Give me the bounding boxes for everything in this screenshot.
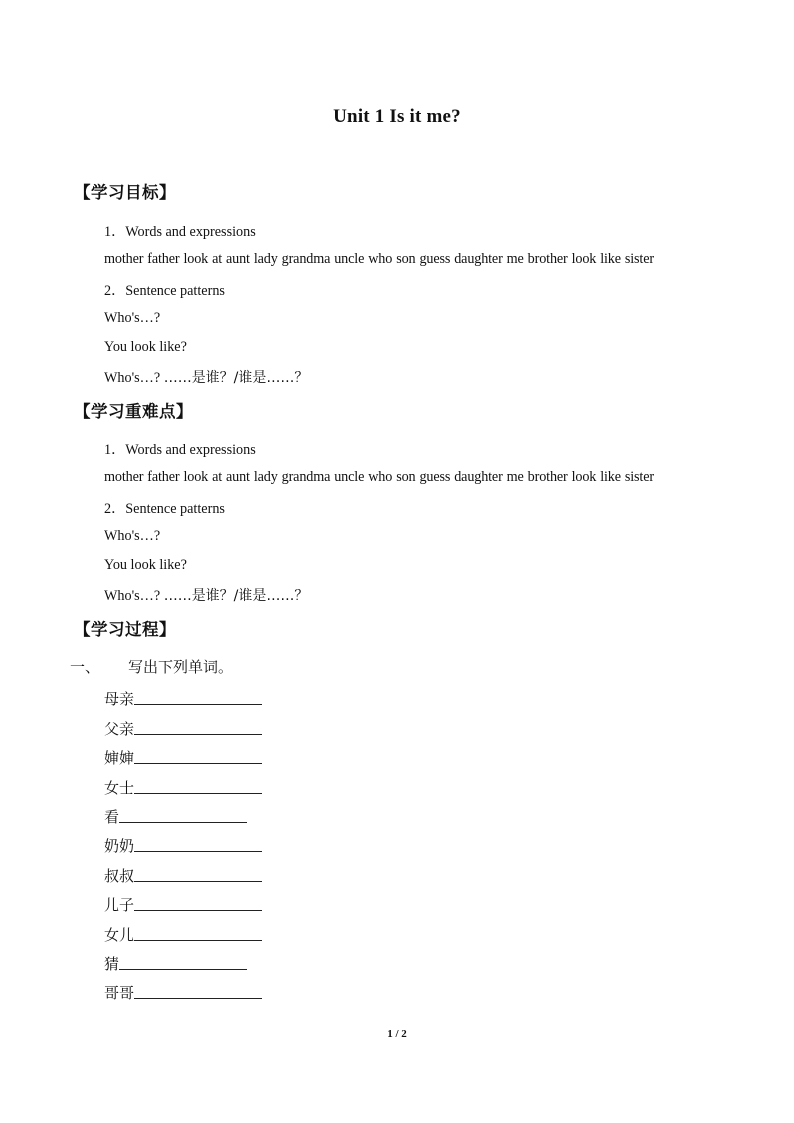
vocab-exercise-list <box>104 680 262 1003</box>
vocab-prompt: 奶奶 <box>104 837 135 856</box>
list-item <box>104 915 262 944</box>
section-number: 一、 <box>70 658 101 676</box>
vocab-prompt: 儿子 <box>104 896 135 915</box>
objectives-word-list: mother father look at aunt lady grandma uncle who son guess daughter me brother look like sister <box>104 251 654 267</box>
list-item <box>104 827 262 856</box>
key-points-pattern-1: Who's…? <box>104 528 161 544</box>
key-points-pattern-3 <box>104 585 308 605</box>
vocab-prompt: 叔叔 <box>104 866 135 885</box>
list-item <box>104 768 262 797</box>
vocab-prompt: 哥哥 <box>104 984 135 1003</box>
answer-blank[interactable] <box>134 686 262 705</box>
key-points-heading: 【学习重难点】 <box>74 402 193 421</box>
list-item <box>104 739 262 768</box>
answer-blank[interactable] <box>134 980 262 999</box>
objectives-item-2: 2．Sentence patterns <box>104 283 225 299</box>
pattern-3-chinese: ……是谁？/谁是……？ <box>163 588 309 604</box>
list-item <box>104 709 262 738</box>
answer-blank[interactable] <box>134 863 262 882</box>
answer-blank[interactable] <box>134 716 262 735</box>
objectives-heading: 【学习目标】 <box>74 183 176 202</box>
vocab-prompt: 看 <box>104 807 120 826</box>
key-points-word-list: mother father look at aunt lady grandma uncle who son guess daughter me brother look like sister <box>104 469 654 485</box>
answer-blank[interactable] <box>119 951 247 970</box>
vocab-prompt: 女儿 <box>104 925 135 944</box>
answer-blank[interactable] <box>134 833 262 852</box>
key-points-item-2: 2．Sentence patterns <box>104 501 225 517</box>
list-item <box>104 886 262 915</box>
answer-blank[interactable] <box>134 892 262 911</box>
objectives-pattern-3 <box>104 367 308 387</box>
key-points-item-1: 1．Words and expressions <box>104 442 256 458</box>
page-number: 1 / 2 <box>387 1028 407 1040</box>
document-title: Unit 1 Is it me? <box>333 106 461 127</box>
pattern-3-chinese: ……是谁？/谁是……？ <box>163 370 309 386</box>
list-item <box>104 856 262 885</box>
pattern-3-english: Who's…? <box>104 588 164 604</box>
vocab-prompt: 父亲 <box>104 719 135 738</box>
pattern-3-english: Who's…? <box>104 370 164 386</box>
answer-blank[interactable] <box>134 775 262 794</box>
objectives-item-1: 1．Words and expressions <box>104 224 256 240</box>
answer-blank[interactable] <box>119 804 247 823</box>
list-item <box>104 945 262 974</box>
objectives-pattern-1: Who's…? <box>104 310 161 326</box>
process-section-1 <box>70 656 233 677</box>
answer-blank[interactable] <box>134 745 262 764</box>
vocab-prompt: 婶婶 <box>104 749 135 768</box>
list-item <box>104 974 262 1003</box>
list-item <box>104 798 262 827</box>
list-item <box>104 680 262 709</box>
objectives-pattern-2: You look like? <box>104 339 187 355</box>
vocab-prompt: 女士 <box>104 778 135 797</box>
answer-blank[interactable] <box>134 922 262 941</box>
key-points-pattern-2: You look like? <box>104 557 187 573</box>
vocab-prompt: 猜 <box>104 954 120 973</box>
section-instruction: 写出下列单词。 <box>128 658 234 676</box>
process-heading: 【学习过程】 <box>74 620 176 639</box>
vocab-prompt: 母亲 <box>104 690 135 709</box>
